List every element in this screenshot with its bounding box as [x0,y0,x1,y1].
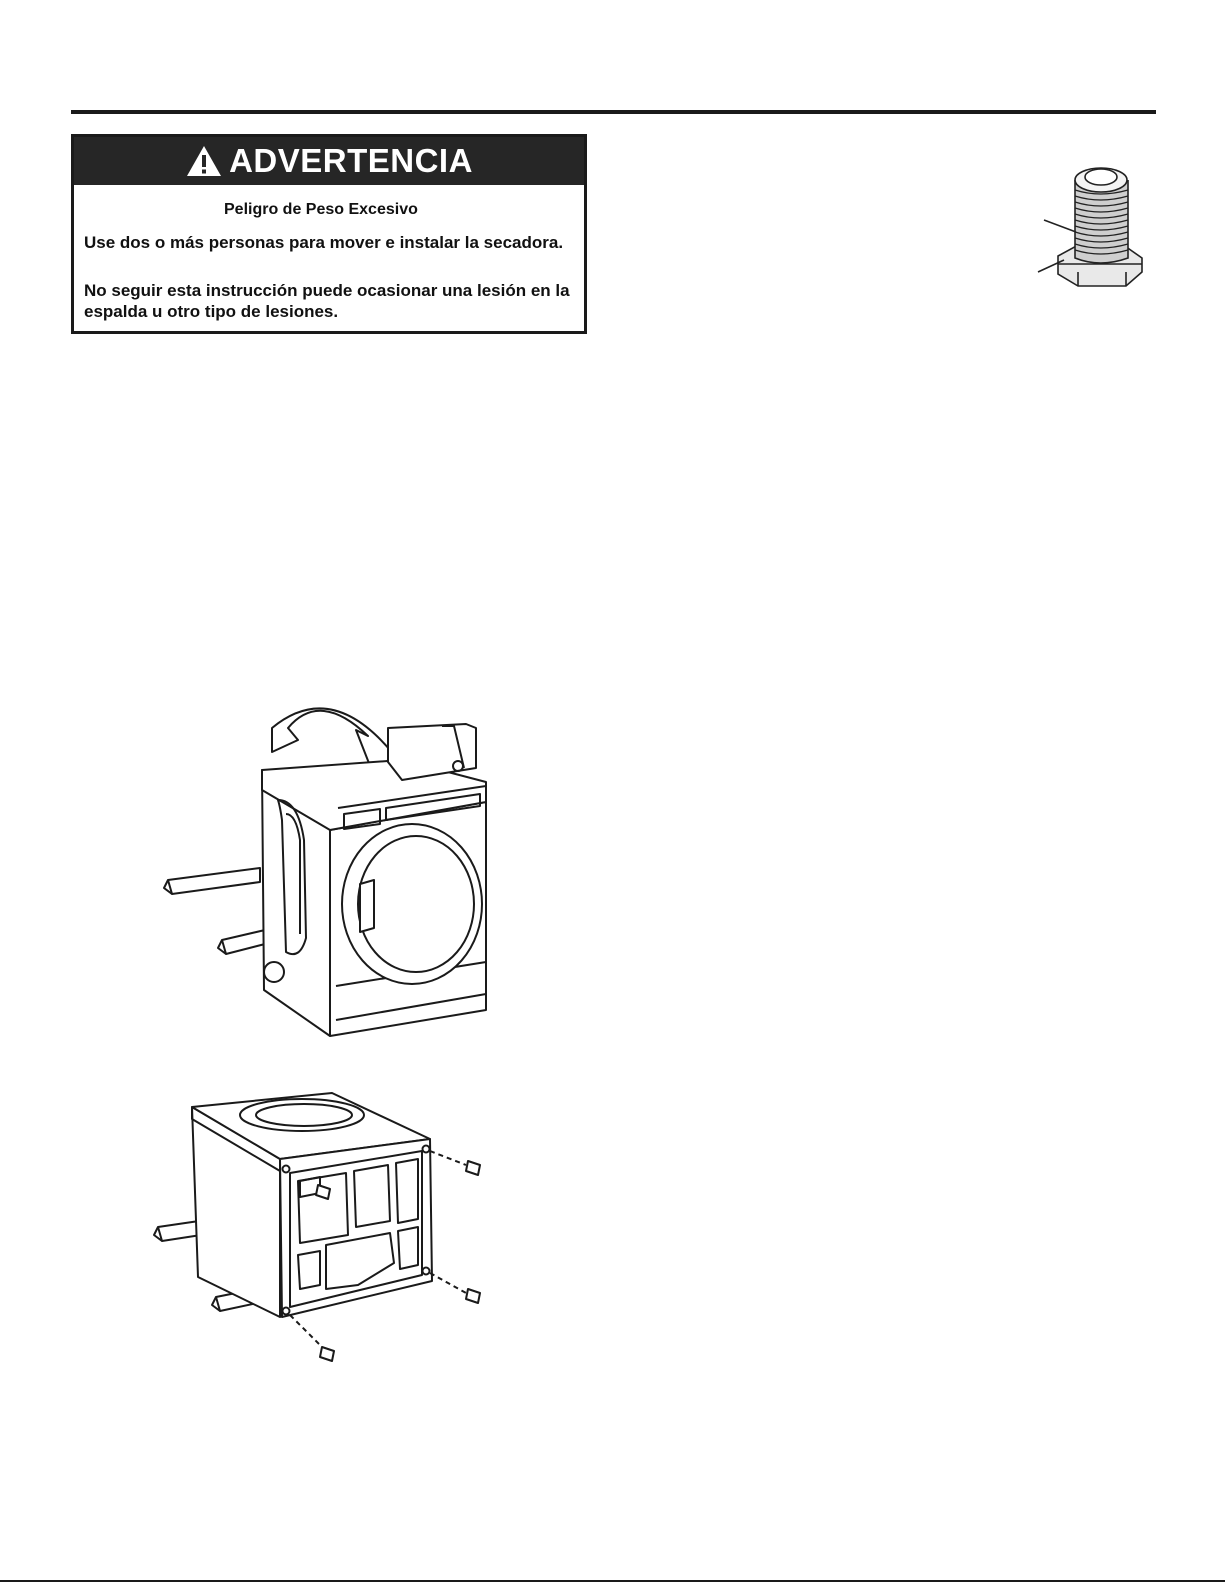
bottom-rule [0,1580,1225,1582]
dryer-tilt-illustration [160,690,500,1040]
top-rule [71,110,1156,114]
dryer-base-screws-illustration [150,1085,490,1375]
warning-triangle-icon [185,144,223,178]
hazard-title: Peligro de Peso Excesivo [224,201,418,218]
warning-header [74,137,584,185]
warning-box [71,134,587,334]
warning-consequence: No seguir esta instrucción puede ocasionar una lesión en la espalda u otro tipo de lesiones. [84,281,570,321]
leveling-foot-illustration [1030,160,1150,300]
warning-instruction: Use dos o más personas para mover e instalar la secadora. [84,233,564,252]
warning-title: ADVERTENCIA [229,142,473,179]
